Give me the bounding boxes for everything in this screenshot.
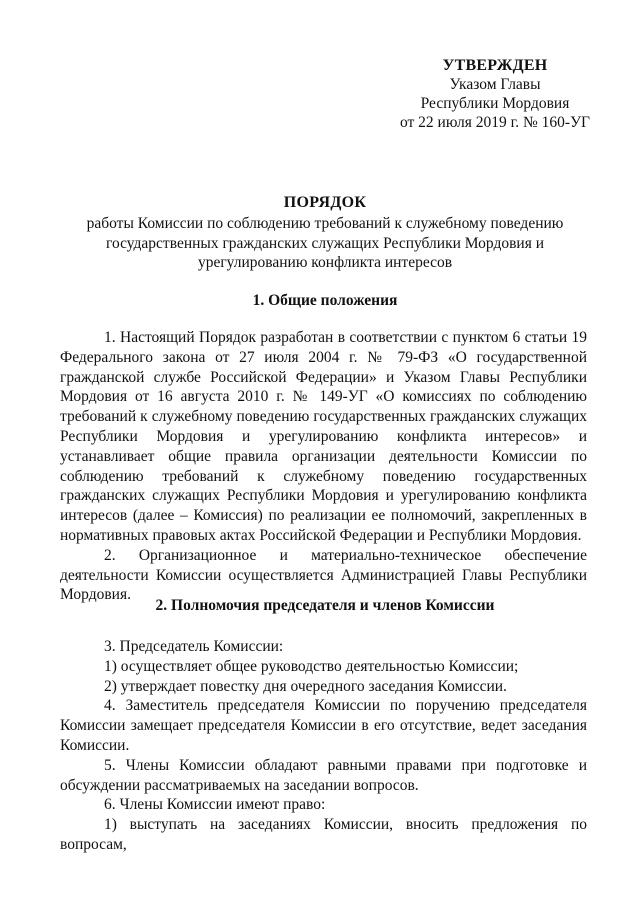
section-heading-general: 1. Общие положения xyxy=(252,292,398,309)
section-body-powers xyxy=(60,637,587,855)
approval-line-2: Республики Мордовия xyxy=(420,95,570,112)
document-subtitle: работы Комиссии по соблюдению требований к служебному поведению государственных гражданских служащих Республики Мордовия и урегулированию конфликта интересов xyxy=(86,215,564,271)
paragraph: 2) утверждает повестку дня очередного заседания Комиссии. xyxy=(104,677,507,695)
section-heading-powers: 2. Полномочия председателя и членов Комиссии xyxy=(155,597,495,614)
document-title: ПОРЯДОК xyxy=(283,194,367,211)
approval-heading: УТВЕРЖДЕН xyxy=(442,57,548,74)
approval-line-3: от 22 июля 2019 г. № 160-УГ xyxy=(399,114,591,131)
paragraph: 6. Члены Комиссии имеют право: xyxy=(104,796,326,814)
paragraph: 2. Организационное и материально-техническое обеспечение деятельности Комиссии осуществляется Администрацией Главы Республики Мордовия. xyxy=(60,546,587,604)
paragraph: 1) осуществляет общее руководство деятельностью Комиссии; xyxy=(104,657,519,675)
paragraph: 3. Председатель Комиссии: xyxy=(104,638,284,655)
paragraph: 1. Настоящий Порядок разработан в соответствии с пунктом 6 статьи 19 Федерального закона от 27 июля 2004 г. № 79-ФЗ «О государственной гражданской службе Российской Федерации» и Указом Главы Республики Мордовия от 16 августа 2010 г. № 149-УГ «О комиссиях по соблюдению требований к служебному поведению государственных гражданских служащих Республики Мордовия и урегулированию конфликта интересов» и устанавливает общие правила организации деятельности Комиссии по соблюдению требований к служебному поведению государственных гражданских служащих Республики Мордовия и урегулированию конфликта интересов (далее – Комиссия) по реализации ее полномочий, закрепленных в нормативных правовых актах Российской Федерации и Республики Мордовия. xyxy=(60,329,587,544)
approval-line-1: Указом Главы xyxy=(449,76,541,93)
approval-stamp xyxy=(380,56,610,132)
paragraph: 1) выступать на заседаниях Комиссии, вносить предложения по вопросам, xyxy=(60,816,587,853)
paragraph: 4. Заместитель председателя Комиссии по поручению председателя Комиссии замещает председателя Комиссии в его отсутствие, ведет заседания Комиссии. xyxy=(60,697,587,754)
section-body-general xyxy=(60,328,587,605)
paragraph: 5. Члены Комиссии обладают равными правами при подготовке и обсуждении рассматриваемых на заседании вопросов. xyxy=(60,756,587,794)
